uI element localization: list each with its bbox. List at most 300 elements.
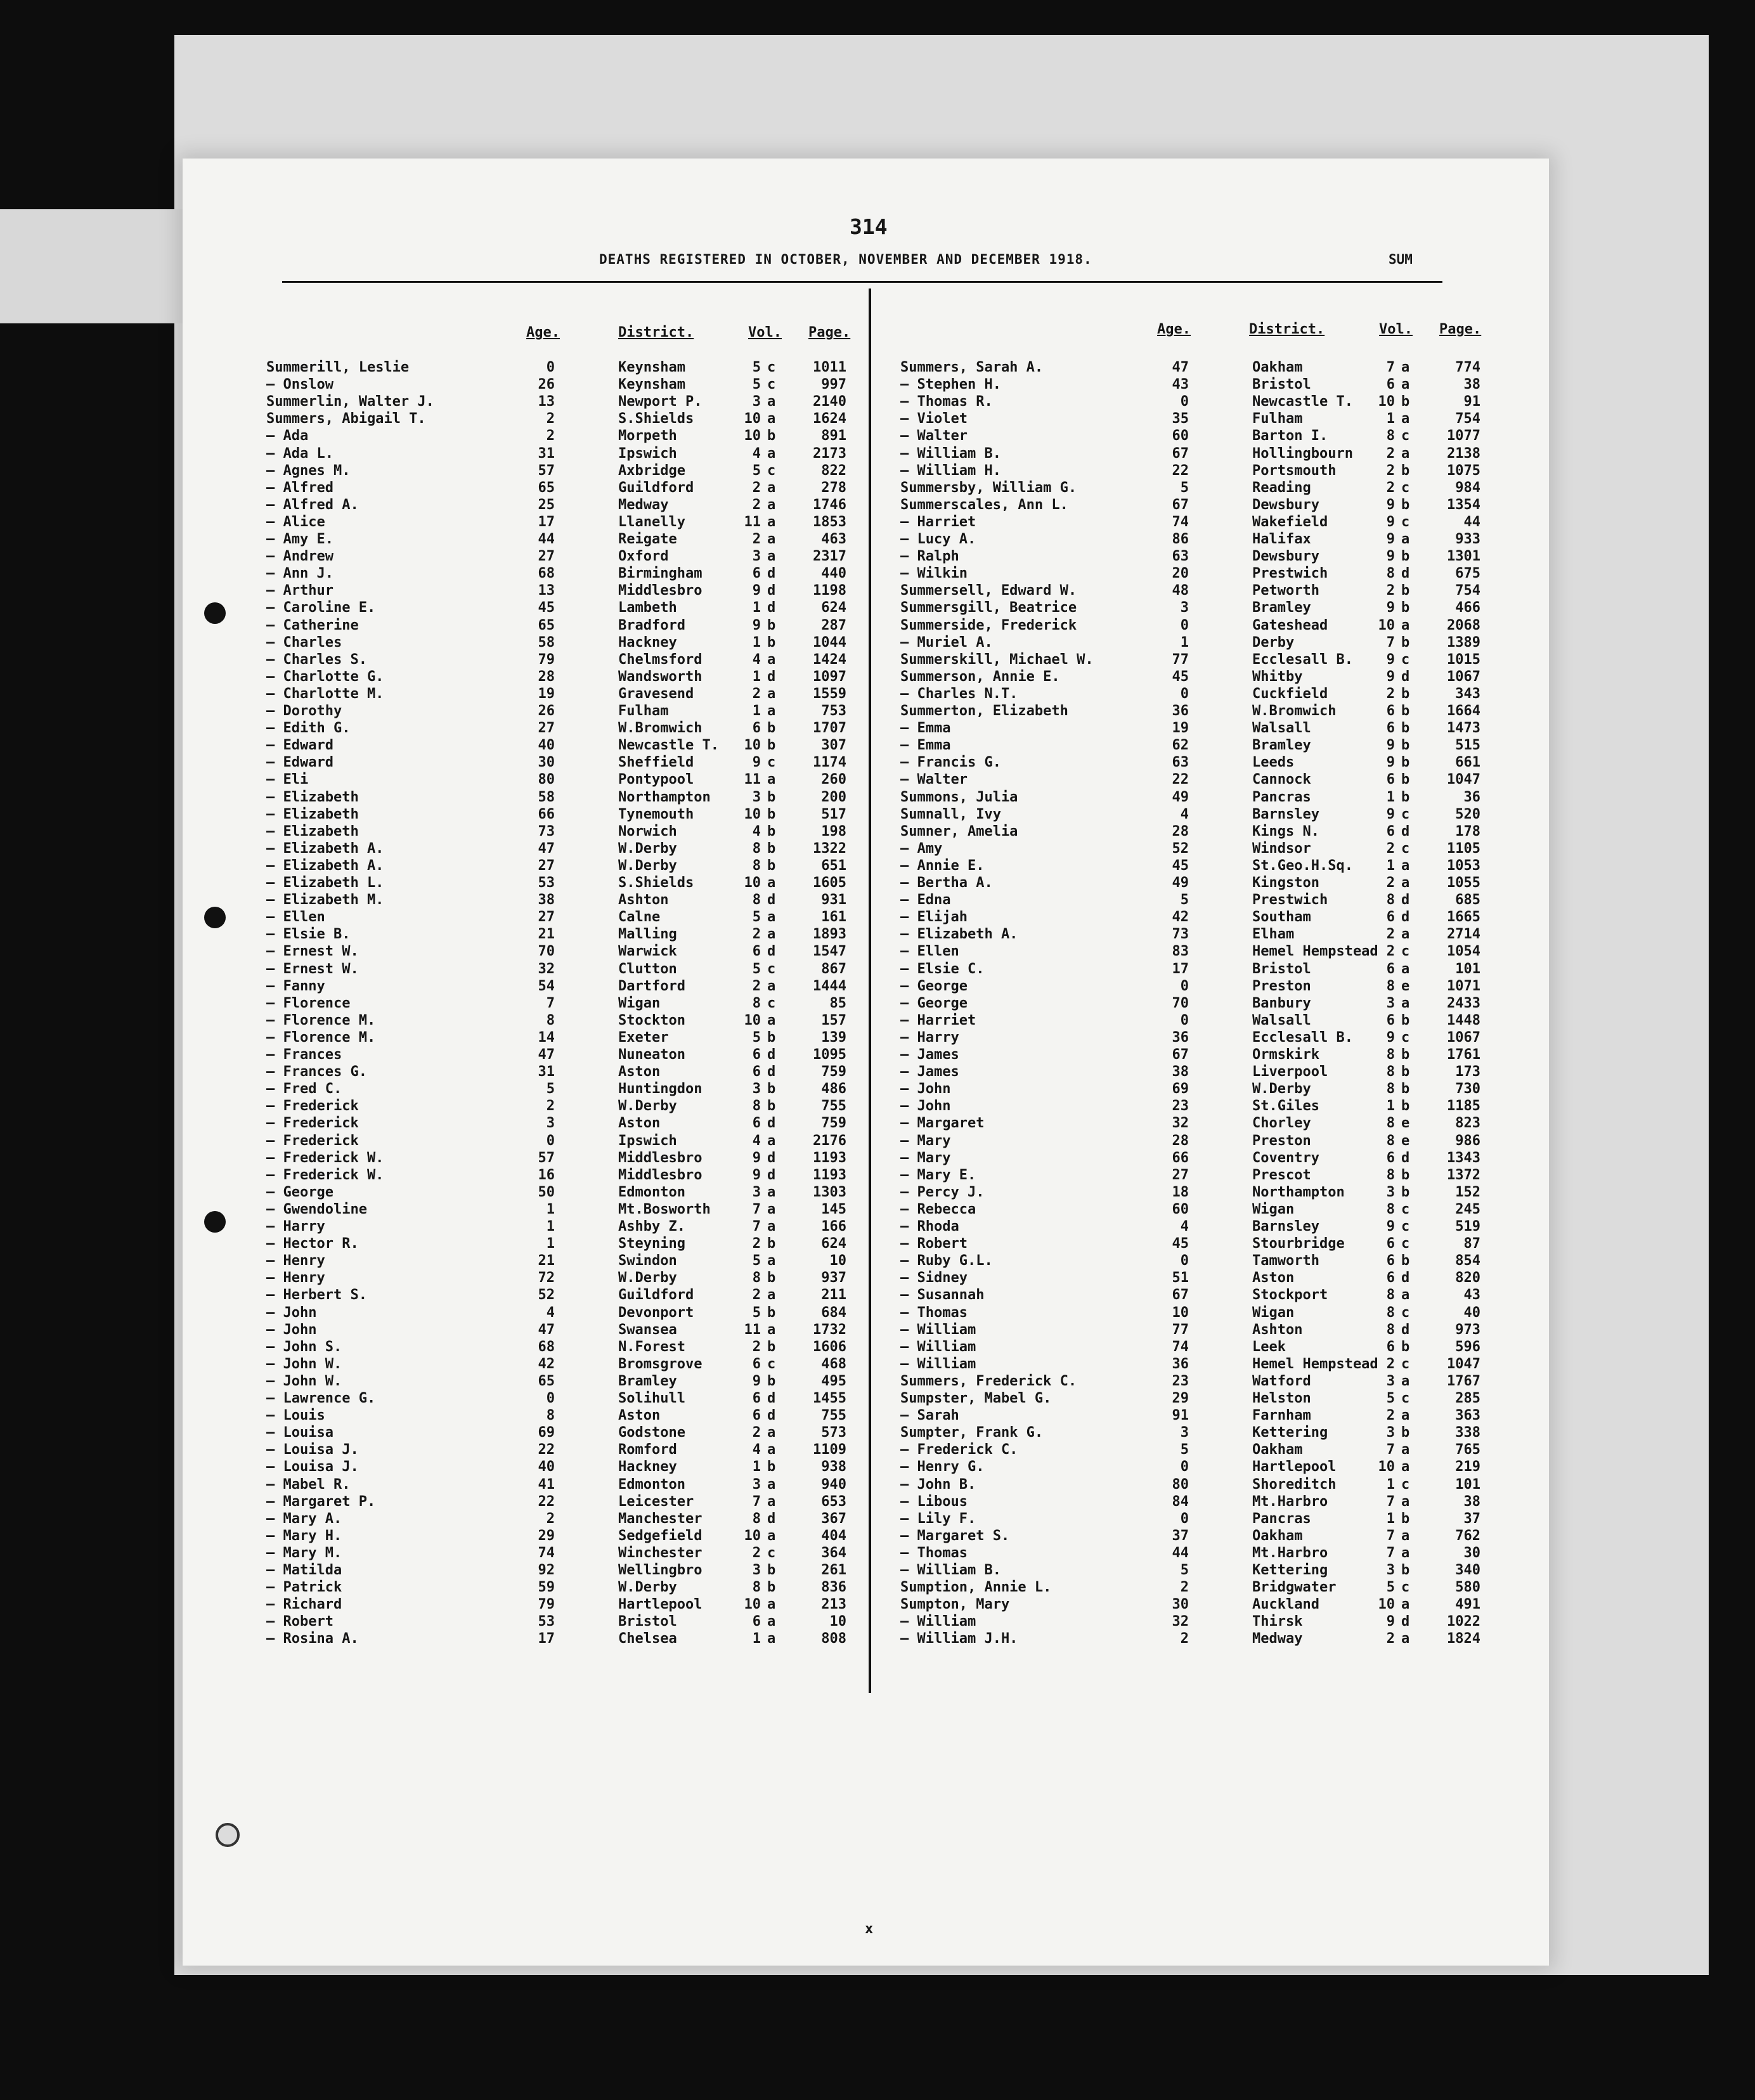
entry-page: 653	[821, 1493, 846, 1510]
entry-district: Wandsworth	[618, 668, 703, 685]
entry-vol-letter: b	[1401, 1098, 1410, 1115]
entry-page: 684	[821, 1304, 846, 1321]
entry-vol-letter: d	[767, 1167, 776, 1183]
entry-page: 1193	[813, 1150, 846, 1166]
entry-age: 31	[538, 1064, 555, 1080]
entry-vol-letter: a	[1401, 1408, 1410, 1424]
entry-age: 22	[538, 1493, 555, 1510]
entry-district: Kettering	[1252, 1562, 1328, 1578]
entry-page: 1665	[1447, 909, 1480, 926]
entry-page: 624	[821, 1236, 846, 1252]
entry-age: 5	[1180, 479, 1189, 496]
entry-name: — William	[900, 1321, 976, 1338]
entry-page: 938	[821, 1459, 846, 1475]
entry-age: 36	[1172, 1029, 1189, 1046]
entry-vol: 8	[1386, 1287, 1395, 1304]
entry-age: 3	[1180, 600, 1189, 616]
entry-vol: 8	[752, 840, 761, 857]
entry-page: 1343	[1447, 1150, 1480, 1166]
entry-district: Leicester	[618, 1493, 694, 1510]
entry-page: 933	[1455, 531, 1480, 547]
entry-vol: 5	[752, 961, 761, 977]
entry-vol-letter: d	[767, 600, 776, 616]
entry-page: 774	[1455, 360, 1480, 375]
entry-district: W.Derby	[1252, 1081, 1311, 1098]
entry-vol: 9	[1386, 514, 1395, 530]
entry-age: 80	[538, 772, 555, 788]
entry-vol-letter: a	[1401, 360, 1410, 375]
entry-age: 5	[1180, 892, 1189, 909]
entry-name: — Harriet	[900, 514, 976, 530]
entry-vol: 4	[752, 823, 761, 839]
entry-vol-letter: b	[767, 1338, 776, 1355]
entry-vol-letter: b	[1401, 1167, 1410, 1183]
entry-district: Farnham	[1252, 1408, 1311, 1424]
entry-age: 79	[538, 651, 555, 668]
entry-vol: 9	[1386, 548, 1395, 565]
entry-vol-letter: b	[1401, 789, 1410, 805]
register-page	[183, 159, 1549, 1966]
entry-age: 2	[546, 428, 555, 444]
entry-page: 820	[1455, 1270, 1480, 1287]
entry-name: — Dorothy	[266, 703, 342, 719]
entry-page: 1853	[813, 514, 846, 530]
entry-name: — Emma	[900, 737, 951, 754]
entry-name: — Thomas R.	[900, 394, 993, 410]
entry-page: 2714	[1447, 926, 1480, 943]
entry-age: 1	[546, 1236, 555, 1252]
entry-age: 27	[1172, 1167, 1189, 1183]
entry-vol-letter: b	[767, 720, 776, 737]
entry-page: 285	[1455, 1390, 1480, 1406]
entry-vol: 9	[752, 1150, 761, 1166]
entry-name: — William J.H.	[900, 1631, 1018, 1647]
entry-vol-letter: b	[767, 840, 776, 857]
entry-vol-letter: a	[767, 1425, 776, 1441]
entry-name: — Patrick	[266, 1579, 342, 1596]
entry-name: Summers, Frederick C.	[900, 1373, 1077, 1389]
entry-page: 44	[1463, 514, 1480, 530]
entry-name: — George	[900, 995, 968, 1011]
entry-page: 1011	[813, 360, 846, 375]
entry-district: Calne	[618, 909, 661, 926]
entry-district: Whitby	[1252, 668, 1303, 685]
entry-vol: 10	[1378, 1597, 1395, 1613]
entry-vol: 7	[1386, 1527, 1395, 1544]
entry-vol: 2	[1386, 583, 1395, 599]
entry-vol-letter: a	[1401, 411, 1410, 427]
entry-district: Winchester	[618, 1545, 703, 1561]
entry-vol: 9	[1386, 806, 1395, 822]
entry-vol: 8	[1386, 892, 1395, 909]
entry-district: Preston	[1252, 1132, 1311, 1149]
entry-vol-letter: b	[767, 634, 776, 651]
entry-vol: 5	[752, 377, 761, 393]
entry-name: — Charles S.	[266, 651, 367, 668]
entry-name: — Florence M.	[266, 1012, 376, 1028]
entry-vol-letter: a	[767, 1493, 776, 1510]
entry-age: 91	[1172, 1408, 1189, 1424]
entry-page: 2433	[1447, 995, 1480, 1011]
entry-district: Oakham	[1252, 1527, 1303, 1544]
entry-vol: 8	[752, 892, 761, 909]
entry-age: 70	[1172, 995, 1189, 1011]
entry-page: 1047	[1447, 772, 1480, 788]
entry-vol-letter: b	[767, 1236, 776, 1252]
entry-vol: 2	[752, 1287, 761, 1304]
entry-name: — Ernest W.	[266, 943, 359, 960]
entry-page: 1547	[813, 943, 846, 960]
entry-vol: 8	[1386, 1201, 1395, 1217]
entry-vol-letter: c	[1401, 943, 1410, 960]
entry-name: Sumpster, Mabel G.	[900, 1390, 1052, 1406]
entry-district: Barnsley	[1252, 806, 1319, 822]
entry-age: 60	[1172, 428, 1189, 444]
entry-vol: 8	[1386, 1132, 1395, 1149]
entry-page: 762	[1455, 1527, 1480, 1544]
entry-vol: 1	[1386, 411, 1395, 427]
entry-vol-letter: d	[767, 1390, 776, 1406]
entry-vol-letter: a	[1401, 857, 1410, 874]
entry-name: — Louisa	[266, 1425, 334, 1441]
entry-name: — Ruby G.L.	[900, 1253, 993, 1269]
header-page-left: Page.	[808, 325, 851, 340]
entry-vol-letter: a	[767, 651, 776, 668]
entry-vol-letter: d	[767, 583, 776, 599]
entry-name: — Ellen	[266, 909, 325, 926]
entry-vol: 6	[1386, 961, 1395, 977]
entry-page: 1893	[813, 926, 846, 943]
entry-district: Guildford	[618, 1287, 694, 1304]
entry-page: 759	[821, 1115, 846, 1132]
entry-age: 79	[538, 1597, 555, 1613]
entry-age: 31	[538, 445, 555, 462]
entry-name: — Margaret S.	[900, 1527, 1010, 1544]
entry-age: 0	[546, 1390, 555, 1406]
entry-page: 675	[1455, 566, 1480, 582]
entry-vol: 10	[744, 806, 761, 822]
entry-name: — Margaret P.	[266, 1493, 376, 1510]
entry-vol-letter: a	[767, 1321, 776, 1338]
entry-page: 463	[821, 531, 846, 547]
entry-page: 931	[821, 892, 846, 909]
entry-vol-letter: a	[1401, 1459, 1410, 1475]
entry-district: Watford	[1252, 1373, 1311, 1389]
entry-age: 54	[538, 978, 555, 994]
entry-page: 754	[1455, 411, 1480, 427]
entry-page: 1444	[813, 978, 846, 994]
entry-vol-letter: d	[767, 943, 776, 960]
entry-district: W.Derby	[618, 1270, 677, 1287]
entry-age: 38	[1172, 1064, 1189, 1080]
entry-vol-letter: d	[1401, 1270, 1410, 1287]
entry-age: 59	[538, 1579, 555, 1596]
entry-name: — Amy E.	[266, 531, 334, 547]
entry-vol: 3	[752, 548, 761, 565]
entry-vol-letter: c	[1401, 1029, 1410, 1046]
entry-page: 261	[821, 1562, 846, 1578]
entry-name: — William	[900, 1338, 976, 1355]
entry-vol-letter: e	[1401, 978, 1410, 994]
entry-name: — Harry	[266, 1219, 325, 1235]
entry-district: Portsmouth	[1252, 462, 1337, 479]
entry-name: — Andrew	[266, 548, 334, 565]
entry-vol-letter: d	[767, 892, 776, 909]
entry-name: Summerson, Annie E.	[900, 668, 1060, 685]
entry-age: 1	[546, 1219, 555, 1235]
entry-name: Summers, Abigail T.	[266, 411, 426, 427]
entry-vol: 8	[752, 1579, 761, 1596]
entry-vol: 6	[1386, 1253, 1395, 1269]
entry-age: 74	[1172, 1338, 1189, 1355]
entry-age: 0	[1180, 394, 1189, 410]
entry-age: 45	[1172, 668, 1189, 685]
entry-page: 139	[821, 1029, 846, 1046]
entry-name: — Charlotte M.	[266, 685, 384, 702]
entry-vol-letter: d	[1401, 1321, 1410, 1338]
entry-vol-letter: b	[1401, 1184, 1410, 1200]
entry-vol: 10	[744, 875, 761, 891]
entry-page: 85	[829, 995, 846, 1011]
entry-vol: 1	[752, 1459, 761, 1475]
entry-page: 38	[1463, 377, 1480, 393]
entry-district: Aston	[618, 1408, 661, 1424]
entry-name: Sumner, Amelia	[900, 823, 1018, 839]
entry-age: 45	[538, 600, 555, 616]
entry-vol: 8	[1386, 1081, 1395, 1098]
entry-district: Halifax	[1252, 531, 1311, 547]
entry-district: Aston	[618, 1115, 661, 1132]
entry-page: 573	[821, 1425, 846, 1441]
entry-district: Derby	[1252, 634, 1295, 651]
entry-vol-letter: a	[1401, 531, 1410, 547]
entry-page: 43	[1463, 1287, 1480, 1304]
entry-vol: 10	[744, 737, 761, 754]
entry-age: 0	[546, 360, 555, 375]
entry-page: 1424	[813, 651, 846, 668]
entry-vol-letter: b	[767, 1459, 776, 1475]
entry-district: Newcastle T.	[618, 737, 719, 754]
entry-page: 152	[1455, 1184, 1480, 1200]
entry-age: 25	[538, 496, 555, 513]
entry-page: 1109	[813, 1442, 846, 1458]
entry-name: — Elizabeth	[266, 823, 359, 839]
entry-name: — Robert	[900, 1236, 968, 1252]
entry-vol: 3	[752, 1081, 761, 1098]
entry-age: 67	[1172, 1287, 1189, 1304]
entry-vol: 8	[1386, 1115, 1395, 1132]
entry-district: Mt.Harbro	[1252, 1493, 1328, 1510]
entry-name: — Percy J.	[900, 1184, 985, 1200]
entry-vol-letter: d	[767, 1150, 776, 1166]
entry-vol: 6	[752, 1614, 761, 1630]
entry-name: — James	[900, 1047, 959, 1063]
entry-vol-letter: d	[1401, 668, 1410, 685]
entry-page: 822	[821, 462, 846, 479]
entry-page: 836	[821, 1579, 846, 1596]
entry-page: 486	[821, 1081, 846, 1098]
entry-vol-letter: a	[1401, 875, 1410, 891]
entry-page: 1053	[1447, 857, 1480, 874]
entry-vol: 5	[752, 1253, 761, 1269]
entry-age: 32	[1172, 1115, 1189, 1132]
entry-name: — Louisa J.	[266, 1442, 359, 1458]
entry-page: 515	[1455, 737, 1480, 754]
header-rule	[282, 281, 1442, 283]
entry-district: S.Shields	[618, 411, 694, 427]
entry-age: 83	[1172, 943, 1189, 960]
entry-age: 13	[538, 394, 555, 410]
entry-age: 45	[1172, 857, 1189, 874]
entry-name: — Ralph	[900, 548, 959, 565]
entry-name: — Frederick	[266, 1098, 359, 1115]
entry-page: 87	[1463, 1236, 1480, 1252]
entry-page: 997	[821, 377, 846, 393]
entry-district: Bristol	[1252, 377, 1311, 393]
entry-page: 651	[821, 857, 846, 874]
entry-district: Hackney	[618, 1459, 677, 1475]
entry-district: Bramley	[1252, 600, 1311, 616]
entry-age: 40	[538, 737, 555, 754]
entry-age: 2	[1180, 1631, 1189, 1647]
entry-district: Gateshead	[1252, 617, 1328, 633]
entry-age: 30	[1172, 1597, 1189, 1613]
entry-vol-letter: c	[767, 462, 776, 479]
entry-vol-letter: a	[767, 978, 776, 994]
entry-vol: 5	[1386, 1390, 1395, 1406]
entry-district: Ormskirk	[1252, 1047, 1319, 1063]
entry-district: Ashton	[1252, 1321, 1303, 1338]
entry-district: Oakham	[1252, 1442, 1303, 1458]
entry-vol-letter: c	[767, 377, 776, 393]
entry-age: 23	[1172, 1373, 1189, 1389]
entry-page: 91	[1463, 394, 1480, 410]
entry-vol-letter: a	[767, 909, 776, 926]
entry-name: — Lawrence G.	[266, 1390, 376, 1406]
entry-page: 1455	[813, 1390, 846, 1406]
entry-vol-letter: a	[767, 445, 776, 462]
entry-district: St.Giles	[1252, 1098, 1319, 1115]
entry-page: 1707	[813, 720, 846, 737]
entry-page: 624	[821, 600, 846, 616]
entry-page: 1198	[813, 583, 846, 599]
entry-age: 19	[538, 685, 555, 702]
entry-age: 63	[1172, 755, 1189, 771]
entry-vol-letter: b	[1401, 1081, 1410, 1098]
entry-page: 101	[1455, 1476, 1480, 1493]
entry-page: 1097	[813, 668, 846, 685]
entry-vol-letter: d	[1401, 909, 1410, 926]
entry-vol: 11	[744, 1321, 761, 1338]
entry-name: — Florence	[266, 995, 351, 1011]
entry-name: — Elizabeth A.	[900, 926, 1018, 943]
entry-district: Ashby Z.	[618, 1219, 685, 1235]
entry-vol-letter: d	[1401, 1150, 1410, 1166]
entry-name: — John	[900, 1081, 951, 1098]
entry-name: — Mabel R.	[266, 1476, 351, 1493]
entry-name: Summerside, Frederick	[900, 617, 1077, 633]
entry-name: Summerscales, Ann L.	[900, 496, 1068, 513]
entry-name: — Fred C.	[266, 1081, 342, 1098]
entry-district: Reigate	[618, 531, 677, 547]
entry-vol: 5	[752, 1029, 761, 1046]
entry-vol-letter: d	[767, 1408, 776, 1424]
entry-district: Swindon	[618, 1253, 677, 1269]
entry-vol: 6	[1386, 909, 1395, 926]
entry-page: 580	[1455, 1579, 1480, 1596]
entry-name: — Amy	[900, 840, 943, 857]
entry-page: 1071	[1447, 978, 1480, 994]
entry-district: W.Bromwich	[1252, 703, 1337, 719]
entry-vol: 9	[1386, 1614, 1395, 1630]
entry-district: Norwich	[618, 823, 677, 839]
entry-vol: 10	[744, 428, 761, 444]
entry-district: Stockport	[1252, 1287, 1328, 1304]
entry-vol-letter: a	[1401, 1373, 1410, 1389]
entry-vol: 6	[752, 1064, 761, 1080]
entry-vol-letter: a	[1401, 961, 1410, 977]
entry-name: — William B.	[900, 1562, 1001, 1578]
entry-age: 41	[538, 1476, 555, 1493]
entry-district: Elham	[1252, 926, 1295, 943]
entry-page: 1067	[1447, 668, 1480, 685]
entry-district: Barnsley	[1252, 1219, 1319, 1235]
entry-age: 77	[1172, 651, 1189, 668]
entry-name: — John W.	[266, 1356, 342, 1372]
entry-name: — James	[900, 1064, 959, 1080]
entry-age: 37	[1172, 1527, 1189, 1544]
entry-age: 49	[1172, 875, 1189, 891]
entry-age: 70	[538, 943, 555, 960]
entry-age: 92	[538, 1562, 555, 1578]
entry-page: 2068	[1447, 617, 1480, 633]
entry-age: 2	[1180, 1579, 1189, 1596]
entry-district: Hemel Hempstead	[1252, 943, 1378, 960]
entry-page: 823	[1455, 1115, 1480, 1132]
entry-vol: 3	[752, 789, 761, 805]
entry-district: Mt.Harbro	[1252, 1545, 1328, 1561]
entry-district: Edmonton	[618, 1184, 685, 1200]
entry-age: 73	[1172, 926, 1189, 943]
entry-district: W.Derby	[618, 857, 677, 874]
entry-age: 23	[1172, 1098, 1189, 1115]
entry-vol: 8	[1386, 1321, 1395, 1338]
entry-page: 178	[1455, 823, 1480, 839]
entry-vol: 9	[1386, 668, 1395, 685]
entry-district: Medway	[618, 496, 669, 513]
entry-district: Middlesbro	[618, 1167, 703, 1183]
entry-name: — Louis	[266, 1408, 325, 1424]
entry-vol: 9	[1386, 1219, 1395, 1235]
entry-page: 808	[821, 1631, 846, 1647]
page-title: DEATHS REGISTERED IN OCTOBER, NOVEMBER AND DECEMBER 1918.	[599, 252, 1092, 267]
entry-age: 65	[538, 1373, 555, 1389]
entry-age: 5	[546, 1081, 555, 1098]
entry-district: Kingston	[1252, 875, 1319, 891]
entry-vol: 3	[1386, 1373, 1395, 1389]
entry-page: 213	[821, 1597, 846, 1613]
entry-vol-letter: a	[767, 1184, 776, 1200]
entry-name: — Walter	[900, 772, 968, 788]
entry-district: Morpeth	[618, 428, 677, 444]
entry-district: Exeter	[618, 1029, 669, 1046]
entry-vol-letter: c	[1401, 479, 1410, 496]
entry-vol: 4	[752, 1442, 761, 1458]
entry-vol-letter: d	[1401, 892, 1410, 909]
entry-age: 0	[546, 1132, 555, 1149]
entry-vol-letter: a	[767, 1631, 776, 1647]
entry-age: 57	[538, 1150, 555, 1166]
